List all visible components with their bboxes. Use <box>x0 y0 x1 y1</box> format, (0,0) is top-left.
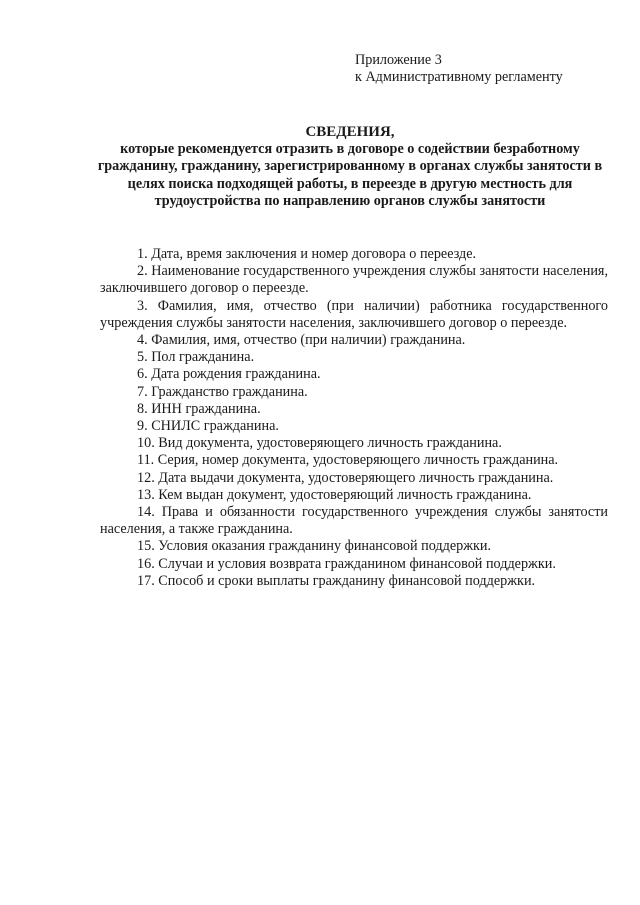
document-heading <box>92 124 608 210</box>
appendix-number: Приложение 3 <box>355 52 442 68</box>
list-item: 12. Дата выдачи документа, удостоверяющего личность гражданина. <box>137 469 554 486</box>
list-item: 6. Дата рождения гражданина. <box>137 366 321 383</box>
list-item: 8. ИНН гражданина. <box>137 400 261 417</box>
document-title: СВЕДЕНИЯ, <box>305 124 395 140</box>
appendix-note <box>355 52 625 86</box>
list-item: 14. Права и обязанности государственного учреждения службы занятости населения, а также гражданина. <box>100 504 608 538</box>
list-item: 16. Случаи и условия возврата гражданином финансовой поддержки. <box>137 555 556 572</box>
list-item: 11. Серия, номер документа, удостоверяющего личность гражданина. <box>137 452 559 469</box>
appendix-reference: к Административному регламенту <box>355 69 563 85</box>
document-subtitle: которые рекомендуется отразить в договоре о содействии безработному гражданину, гражданину, зарегистрированному в органах службы занятости в целях поиска подходящей работы, в переезде в другую местность для трудоустройства по направлению органов службы занятости <box>97 141 603 209</box>
list-item: 2. Наименование государственного учреждения службы занятости населения, заключившего договор о переезде. <box>100 263 608 297</box>
items-list <box>100 246 608 590</box>
list-item: 9. СНИЛС гражданина. <box>137 418 279 435</box>
list-item: 10. Вид документа, удостоверяющего личность гражданина. <box>137 435 502 452</box>
list-item: 13. Кем выдан документ, удостоверяющий личность гражданина. <box>137 486 532 503</box>
list-item: 15. Условия оказания гражданину финансовой поддержки. <box>137 538 492 555</box>
list-item: 5. Пол гражданина. <box>137 349 255 366</box>
list-item: 7. Гражданство гражданина. <box>137 383 308 400</box>
list-item: 1. Дата, время заключения и номер договора о переезде. <box>137 246 477 262</box>
list-item: 17. Способ и сроки выплаты гражданину финансовой поддержки. <box>137 572 536 589</box>
list-item: 3. Фамилия, имя, отчество (при наличии) работника государственного учреждения службы занятости населения, заключившего договор о переезде. <box>100 297 608 331</box>
list-item: 4. Фамилия, имя, отчество (при наличии) гражданина. <box>137 332 466 349</box>
